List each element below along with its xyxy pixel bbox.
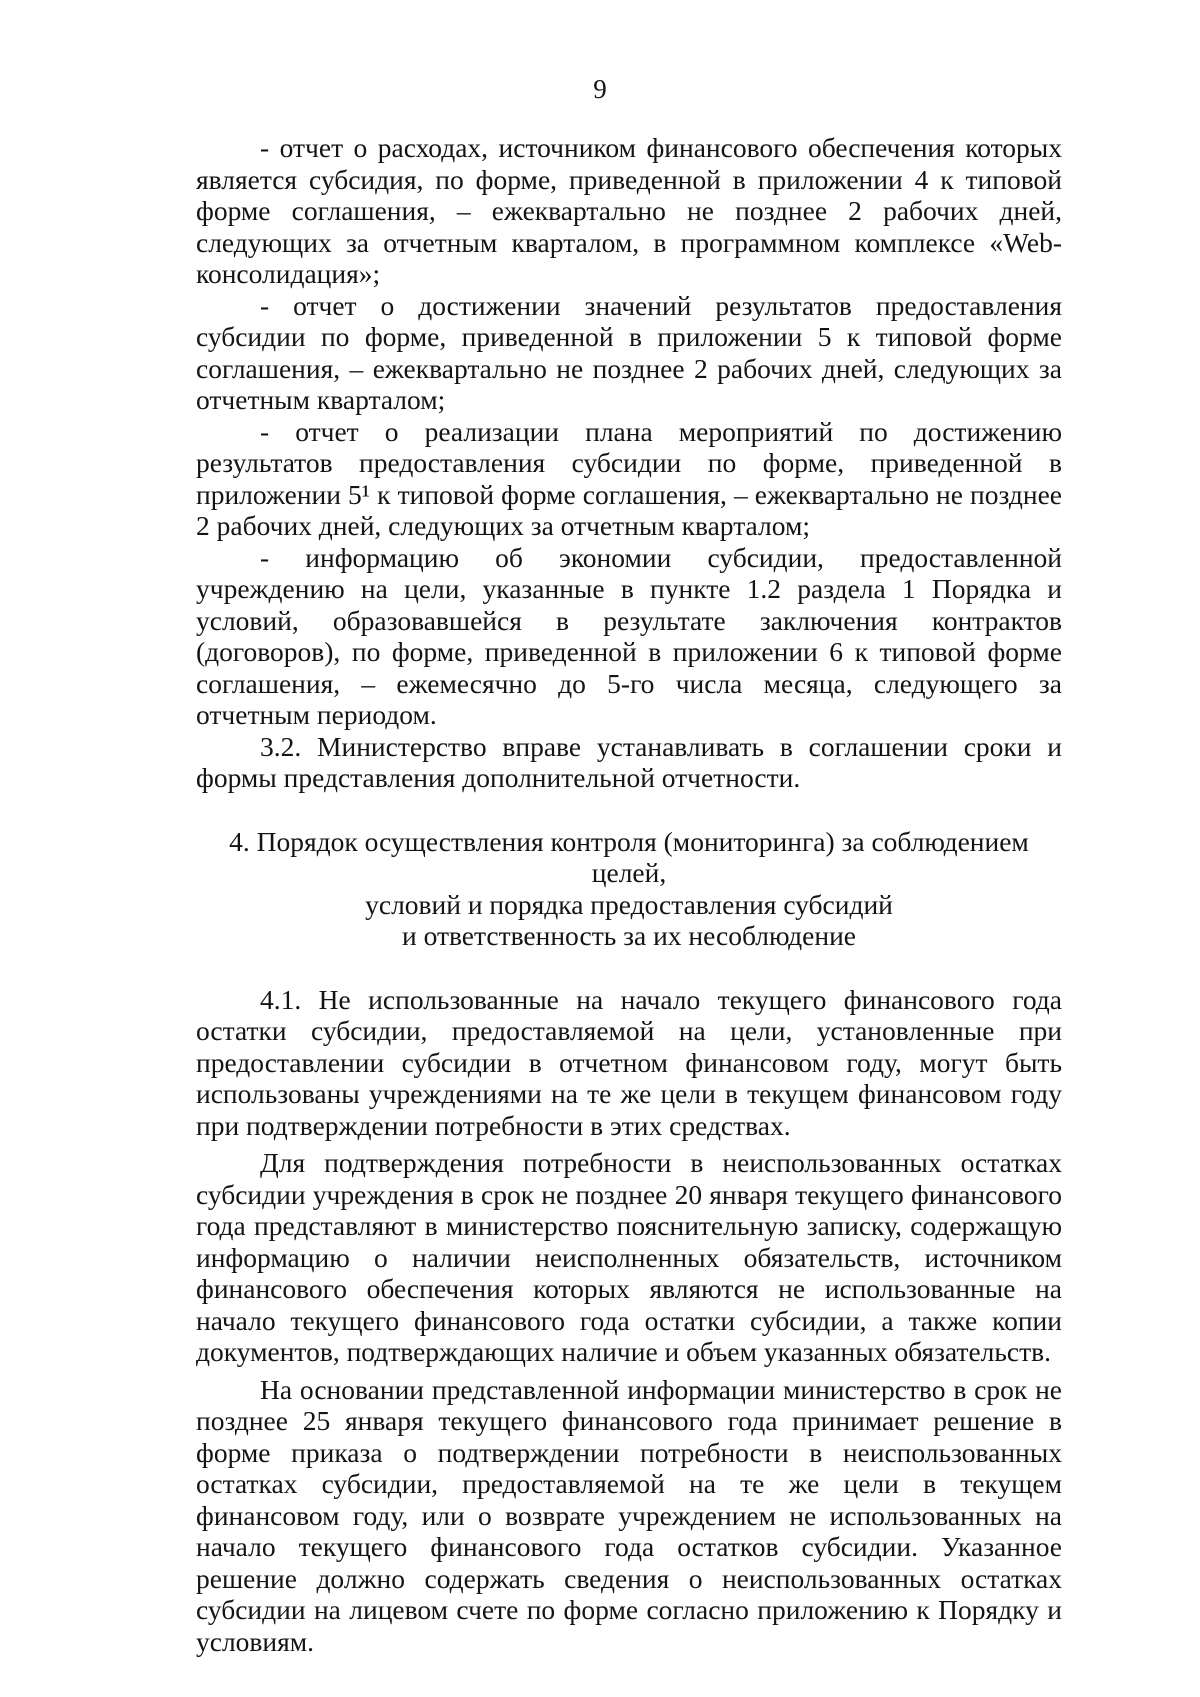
- paragraph-confirmation-need: Для подтверждения потребности в неиспользованных остатках субсидии учреждения в срок не позднее 20 января текущего финансового года представляют в министерство пояснительную записку, содержащую информацию о наличии неисполненных обязательств, источником финансового обеспечения которых являются не использованные на начало текущего финансового года остатки субсидии, а также копии документов, подтверждающих наличие и объем указанных обязательств.: [196, 1147, 1062, 1367]
- paragraph-info-savings: - информацию об экономии субсидии, предоставленной учреждению на цели, указанные в пункте 1.2 раздела 1 Порядка и условий, образовавшейся в результате заключения контрактов (договоров), по форме, приведенной в приложении 6 к типовой форме соглашения, – ежемесячно до 5-го числа месяца, следующего за отчетным периодом.: [196, 541, 1062, 730]
- paragraph-report-plan: - отчет о реализации плана мероприятий по достижению результатов предоставления субсидии по форме, приведенной в приложении 5¹ к типовой форме соглашения, – ежеквартально не позднее 2 рабочих дней, следующих за отчетным кварталом;: [196, 415, 1062, 541]
- paragraph-report-results: - отчет о достижении значений результатов предоставления субсидии по форме, приведенной в приложении 5 к типовой форме соглашения, – ежеквартально не позднее 2 рабочих дней, следующих за отчетным кварталом;: [196, 289, 1062, 415]
- paragraph-4-1: 4.1. Не использованные на начало текущего финансового года остатки субсидии, предоставляемой на цели, установленные при предоставлении субсидии в отчетном финансовом году, могут быть использованы учреждениями на те же цели в текущем финансовом году при подтверждении потребности в этих средствах.: [196, 983, 1062, 1141]
- paragraph-report-expenses: - отчет о расходах, источником финансового обеспечения которых является субсидия, по форме, приведенной в приложении 4 к типовой форме соглашения, – ежеквартально не позднее 2 рабочих дней, следующих за отчетным кварталом, в программном комплексе «Web-консолидация»;: [196, 132, 1062, 289]
- section-4-heading-line: условий и порядка предоставления субсидий: [365, 888, 893, 920]
- section-4-heading-line: и ответственность за их несоблюдение: [401, 920, 856, 951]
- paragraph-ministry-decision: На основании представленной информации министерство в срок не позднее 25 января текущего финансового года принимает решение в форме приказа о подтверждении потребности в неиспользованных остатках субсидии, предоставляемой на те же цели в текущем финансовом году, или о возврате учреждением не использованных на начало текущего финансового года остатков субсидии. Указанное решение должно содержать сведения о неиспользованных остатках субсидии на лицевом счете по форме согласно приложению к Порядку и условиям.: [196, 1373, 1062, 1657]
- document-body: [196, 132, 1062, 1657]
- page-number: 9: [593, 74, 607, 104]
- section-4-heading: [196, 826, 1062, 952]
- section-4-heading-line: 4. Порядок осуществления контроля (мониторинга) за соблюдением целей,: [229, 825, 1029, 888]
- paragraph-3-2: 3.2. Министерство вправе устанавливать в соглашении сроки и формы представления дополнительной отчетности.: [196, 730, 1062, 793]
